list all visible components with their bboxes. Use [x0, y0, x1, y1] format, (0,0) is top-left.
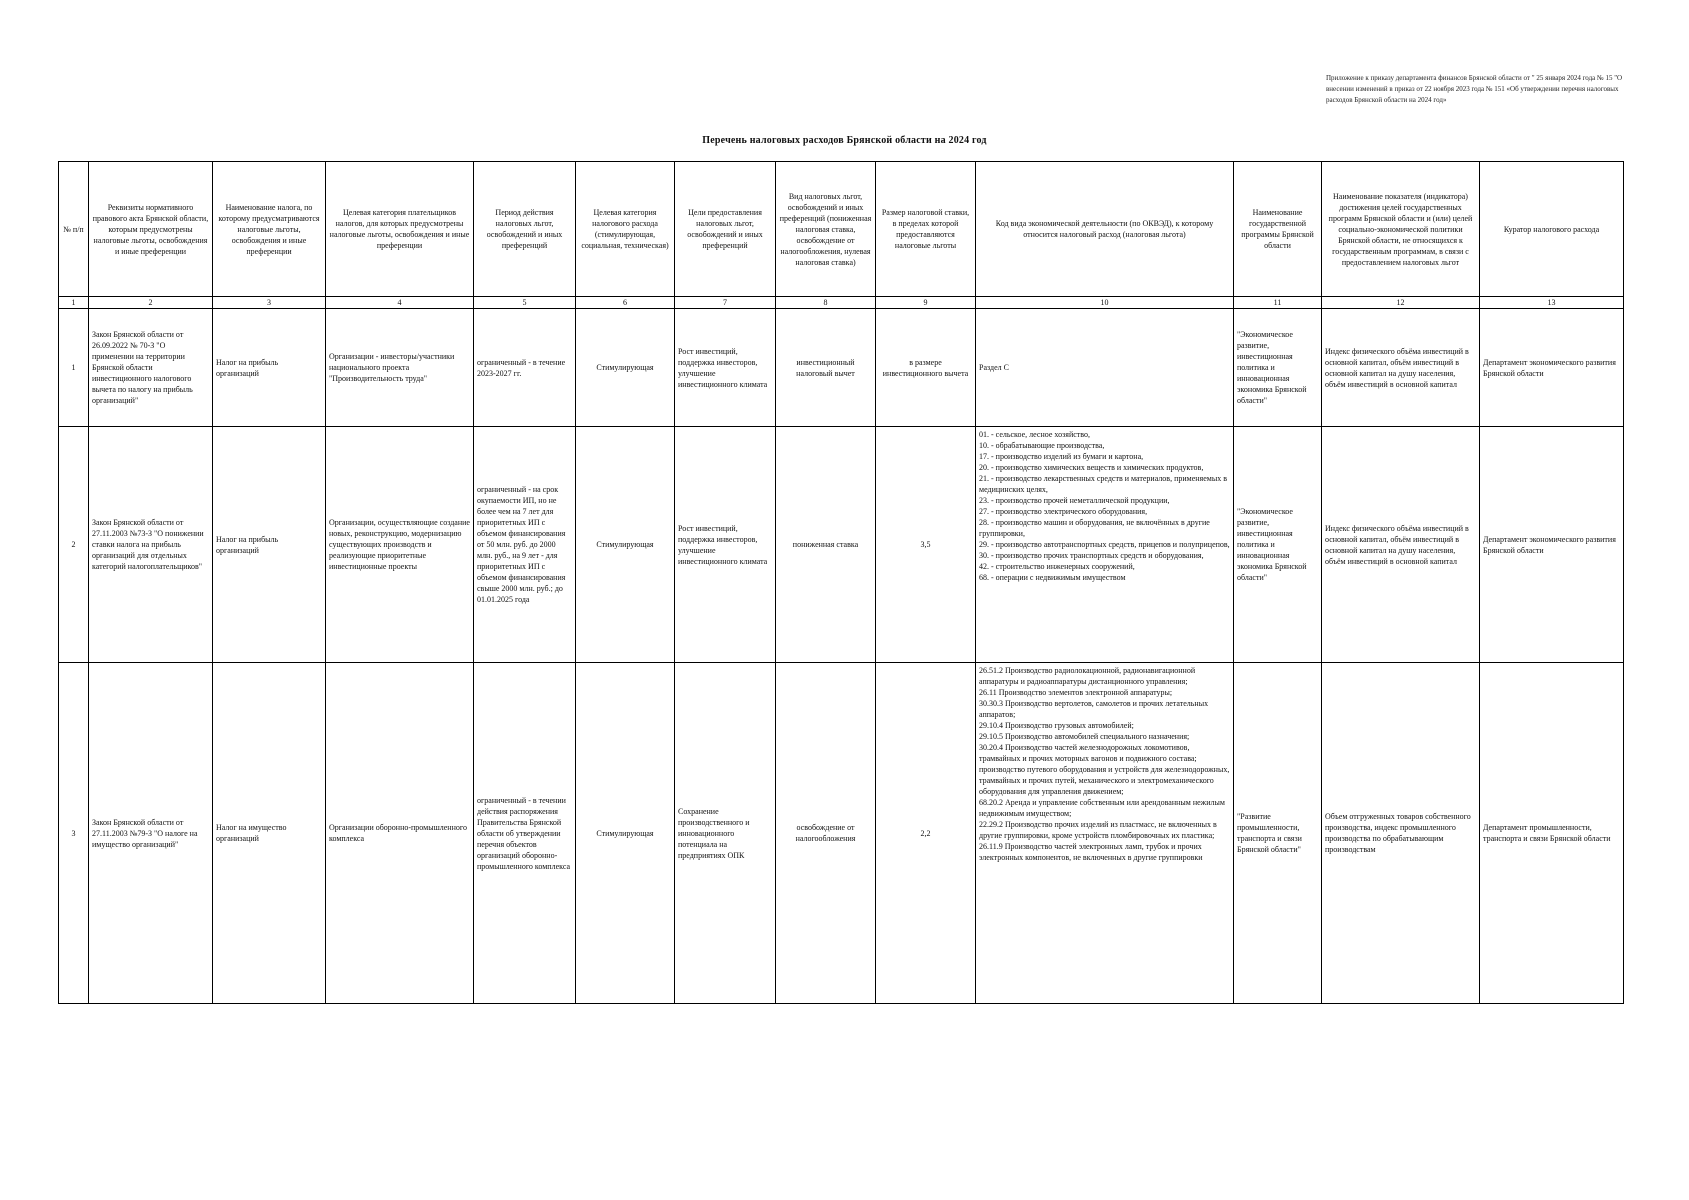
col-number: 13 [1480, 297, 1624, 309]
cell-category: Стимулирующая [576, 309, 675, 427]
cell-payers: Организации оборонно-промышленного комплекса [326, 663, 474, 1004]
col-header-curator: Куратор налогового расхода [1480, 162, 1624, 297]
appendix-note: Приложение к приказу департамента финансов Брянской области от " 25 января 2024 года № 15 "О внесении изменений в приказ от 22 ноября 2023 года № 151 «Об утверждении перечня налоговых расходов Брянской области на 2024 год» [1326, 74, 1623, 104]
tax-expenditure-table [58, 161, 1624, 1004]
cell-program: "Экономическое развитие, инвестиционная политика и инновационная экономика Брянской области" [1234, 427, 1322, 663]
cell-okved: Раздел С [976, 309, 1234, 427]
cell-indicator: Индекс физического объёма инвестиций в основной капитал, объём инвестиций в основной капитал на душу населения, объём инвестиций в основной капитал [1322, 309, 1480, 427]
document-title: Перечень налоговых расходов Брянской области на 2024 год [702, 135, 987, 146]
cell-tax: Налог на прибыль организаций [213, 427, 326, 663]
cell-period: ограниченный - на срок окупаемости ИП, но не более чем на 7 лет для приоритетных ИП с объемом финансирования от 50 млн. руб. до 2000 млн. руб., на 9 лет - для приоритетных ИП с объемом финансирования свыше 2000 млн. руб.; до 01.01.2025 года [474, 427, 576, 663]
table-row [59, 309, 1624, 427]
col-header-indicator: Наименование показателя (индикатора) достижения целей государственных программ Брянской области и (или) целей социально-экономической политики Брянской области, не относящихся к государственным программам, в связи с предоставлением налоговых льгот [1322, 162, 1480, 297]
col-number: 7 [675, 297, 776, 309]
cell-act: Закон Брянской области от 26.09.2022 № 70-З "О применении на территории Брянской области инвестиционного налогового вычета по налогу на прибыль организаций" [89, 309, 213, 427]
col-number: 4 [326, 297, 474, 309]
cell-curator: Департамент промышленности, транспорта и связи Брянской области [1480, 663, 1624, 1004]
cell-payers: Организации, осуществляющие создание новых, реконструкцию, модернизацию существующих производств и реализующие приоритетные инвестиционные проекты [326, 427, 474, 663]
cell-payers: Организации - инвесторы/участники национального проекта "Производительность труда" [326, 309, 474, 427]
col-number: 1 [59, 297, 89, 309]
col-header-goals: Цели предоставления налоговых льгот, освобождений и иных преференций [675, 162, 776, 297]
cell-act: Закон Брянской области от 27.11.2003 №73-З "О понижении ставки налога на прибыль организаций для отдельных категорий налогоплательщиков" [89, 427, 213, 663]
col-number: 11 [1234, 297, 1322, 309]
col-number: 2 [89, 297, 213, 309]
cell-program: "Развитие промышленности, транспорта и связи Брянской области" [1234, 663, 1322, 1004]
col-header-okved: Код вида экономической деятельности (по ОКВЭД), к которому относится налоговый расход (налоговая льгота) [976, 162, 1234, 297]
col-header-program: Наименование государственной программы Брянской области [1234, 162, 1322, 297]
col-number: 9 [876, 297, 976, 309]
table-header-row [59, 162, 1624, 297]
col-header-payers: Целевая категория плательщиков налогов, для которых предусмотрены налоговые льготы, освобождения и иные преференции [326, 162, 474, 297]
cell-act: Закон Брянской области от 27.11.2003 №79-З "О налоге на имущество организаций" [89, 663, 213, 1004]
cell-num: 1 [59, 309, 89, 427]
col-number: 6 [576, 297, 675, 309]
cell-okved: 26.51.2 Производство радиолокационной, радионавигационной аппаратуры и радиоаппаратуры дистанционного управления; 26.11 Производство элементов электронной аппаратуры; 30.30.3 Производство вертолетов, самолетов и прочих летательных аппаратов; 29.10.4 Производство грузовых автомобилей; 29.10.5 Производство автомобилей специального назначения; 30.20.4 Производство частей железнодорожных локомотивов, трамвайных и прочих моторных вагонов и подвижного состава; производство путевого оборудования и устройств для железнодорожных, трамвайных и прочих путей, механического и электромеханического оборудования для управления движением; 68.20.2 Аренда и управление собственным или арендованным нежилым недвижимым имуществом; 22.29.2 Производство прочих изделий из пластмасс, не включенных в другие группировки, кроме устройств пломбировочных их пластика; 26.11.9 Производство частей электронных ламп, трубок и прочих электронных компонентов, не включенных в другие группировки [976, 663, 1234, 1004]
cell-indicator: Индекс физического объёма инвестиций в основной капитал, объём инвестиций в основной капитал на душу населения, объём инвестиций в основной капитал [1322, 427, 1480, 663]
col-header-period: Период действия налоговых льгот, освобождений и иных преференций [474, 162, 576, 297]
cell-tax: Налог на имущество организаций [213, 663, 326, 1004]
cell-program: "Экономическое развитие, инвестиционная политика и инновационная экономика Брянской области" [1234, 309, 1322, 427]
cell-kind: пониженная ставка [776, 427, 876, 663]
cell-period: ограниченный - в течение 2023-2027 гг. [474, 309, 576, 427]
cell-curator: Департамент экономического развития Брянской области [1480, 427, 1624, 663]
col-number: 8 [776, 297, 876, 309]
col-header-num: № п/п [59, 162, 89, 297]
col-number: 3 [213, 297, 326, 309]
cell-rate: 3,5 [876, 427, 976, 663]
cell-category: Стимулирующая [576, 663, 675, 1004]
col-header-act: Реквизиты нормативного правового акта Брянской области, которым предусмотрены налоговые льготы, освобождения и иные преференции [89, 162, 213, 297]
cell-category: Стимулирующая [576, 427, 675, 663]
cell-curator: Департамент экономического развития Брянской области [1480, 309, 1624, 427]
col-number: 5 [474, 297, 576, 309]
cell-kind: освобождение от налогообложения [776, 663, 876, 1004]
cell-goals: Рост инвестиций, поддержка инвесторов, улучшение инвестиционного климата [675, 427, 776, 663]
cell-num: 3 [59, 663, 89, 1004]
cell-goals: Рост инвестиций, поддержка инвесторов, улучшение инвестиционного климата [675, 309, 776, 427]
cell-tax: Налог на прибыль организаций [213, 309, 326, 427]
table-row [59, 427, 1624, 663]
cell-rate: в размере инвестиционного вычета [876, 309, 976, 427]
cell-period: ограниченный - в течении действия распоряжения Правительства Брянской области об утверждении перечня объектов организаций оборонно-промышленного комплекса [474, 663, 576, 1004]
cell-kind: инвестиционный налоговый вычет [776, 309, 876, 427]
cell-num: 2 [59, 427, 89, 663]
cell-goals: Сохранение производственного и инновационного потенциала на предприятиях ОПК [675, 663, 776, 1004]
col-number: 12 [1322, 297, 1480, 309]
col-header-kind: Вид налоговых льгот, освобождений и иных преференций (пониженная налоговая ставка, освобождение от налогообложения, нулевая налоговая ставка) [776, 162, 876, 297]
col-number: 10 [976, 297, 1234, 309]
col-header-category: Целевая категория налогового расхода (стимулирующая, социальная, техническая) [576, 162, 675, 297]
column-number-row [59, 297, 1624, 309]
col-header-rate: Размер налоговой ставки, в пределах которой предоставляются налоговые льготы [876, 162, 976, 297]
cell-okved: 01. - сельское, лесное хозяйство, 10. - обрабатывающие производства, 17. - производство изделий из бумаги и картона, 20. - производство химических веществ и химических продуктов, 21. - производство лекарственных средств и материалов, применяемых в медицинских целях, 23. - производство прочей неметаллической продукции, 27. - производство электрического оборудования, 28. - производство машин и оборудования, не включённых в другие группировки, 29. - производство автотранспортных средств, прицепов и полуприцепов, 30. - производство прочих транспортных средств и оборудования, 42. - строительство инженерных сооружений, 68. - операции с недвижимым имуществом [976, 427, 1234, 663]
table-row [59, 663, 1624, 1004]
col-header-tax: Наименование налога, по которому предусматриваются налоговые льготы, освобождения и иные преференции [213, 162, 326, 297]
cell-indicator: Объем отгруженных товаров собственного производства, индекс промышленного производства по обрабатывающим производствам [1322, 663, 1480, 1004]
cell-rate: 2,2 [876, 663, 976, 1004]
